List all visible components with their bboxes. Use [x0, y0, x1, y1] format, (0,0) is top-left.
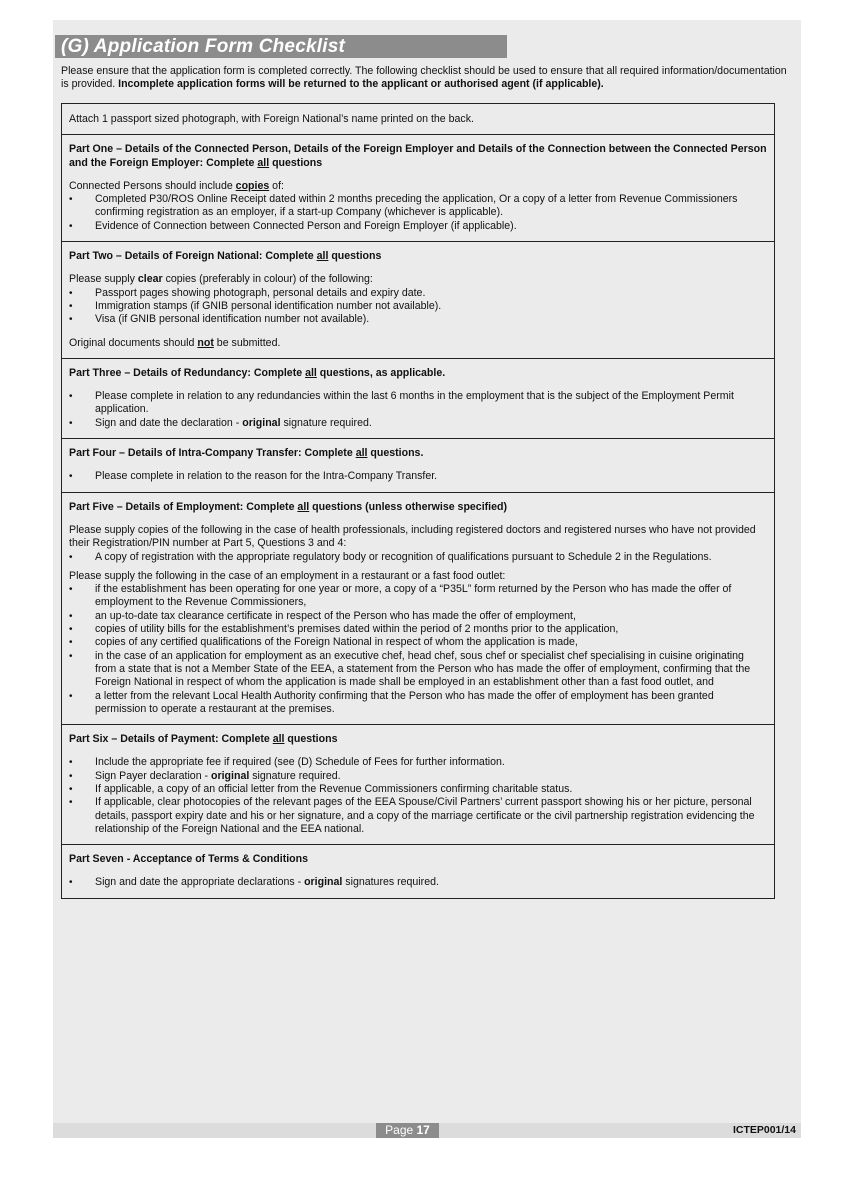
list-item: • Immigration stamps (if GNIB personal identification number not available).: [69, 300, 767, 313]
section-part-five: [62, 493, 774, 725]
part-three-heading-all: all: [305, 366, 317, 379]
page-number: [376, 1123, 439, 1138]
list-item: [69, 876, 767, 889]
document-code: ICTEP001/14: [732, 1124, 796, 1136]
part-one-heading-text: Part One – Details of the Connected Person, Details of the Foreign Employer and Details of the Connection between the Connected Person and the Foreign Employer: Complete: [69, 143, 767, 169]
section-photo: [62, 104, 774, 135]
list-item: • Evidence of Connection between Connected Person and Foreign Employer (if applicable).: [69, 220, 767, 233]
part-four-heading-end: questions.: [367, 447, 424, 460]
part-three-item-end: signature required.: [280, 416, 372, 429]
section-part-six: [62, 725, 774, 845]
list-item: • Please complete in relation to the reason for the Intra-Company Transfer.: [69, 470, 767, 483]
list-item: • if the establishment has been operating for one year or more, a copy of a “P35L” form returned by the Person who has made the offer of employment to the Revenue Commissioners,: [69, 583, 767, 610]
part-seven-list: [69, 876, 767, 889]
section-part-four: [62, 439, 774, 493]
list-item: • Include the appropriate fee if required (see (D) Schedule of Fees for further information.: [69, 756, 767, 769]
part-two-intro-end: copies (preferably in colour) of the following:: [162, 273, 373, 286]
part-three-heading: [69, 367, 767, 380]
part-two-note: [69, 337, 767, 350]
part-six-heading: [69, 733, 767, 746]
part-one-list: [69, 193, 767, 233]
part-two-intro-text: Please supply: [69, 273, 138, 286]
part-four-heading-all: all: [355, 447, 368, 460]
part-five-para-restaurant: Please supply the following in the case of an employment in a restaurant or a fast food outlet:: [69, 569, 506, 582]
part-six-heading-text: Part Six – Details of Payment: Complete: [69, 733, 273, 746]
part-four-heading-text: Part Four – Details of Intra-Company Transfer: Complete: [69, 447, 356, 460]
list-item: • copies of utility bills for the establishment’s premises dated within the period of 2 months prior to the application,: [69, 623, 767, 636]
checklist-box: [61, 103, 775, 899]
part-one-intro-text: Connected Persons should include: [69, 179, 236, 192]
part-six-item-text: Sign Payer declaration -: [95, 769, 212, 782]
part-four-heading: [69, 447, 767, 460]
part-one-heading-end: questions: [269, 156, 323, 169]
section-part-one: [62, 135, 774, 242]
list-item: • an up-to-date tax clearance certificate in respect of the Person who has made the offer of employment,: [69, 610, 767, 623]
list-item: • in the case of an application for employment as an executive chef, head chef, sous chef or specialist chef specialising in cuisine originating from a state that is not a Member State of the EEA, a statement from the Person who has made the offer of employment, confirming that the Foreign National in respect of whom the application is made shall be employed in an establishment other than a fast food outlet, and: [69, 650, 767, 690]
part-two-heading-all: all: [316, 250, 329, 263]
list-item: • If applicable, clear photocopies of the relevant pages of the EEA Spouse/Civil Partners’ current passport showing his or her picture, personal details, passport expiry date and his or her signature, and a copy of the marriage certificate or the civil partnership registration evidencing the relationship of the Foreign National and the EEA national.: [69, 796, 767, 836]
section-part-seven: [62, 845, 774, 898]
part-two-note-not: not: [197, 336, 214, 349]
part-two-note-text: Original documents should: [69, 336, 198, 349]
part-five-para-health: Please supply copies of the following in the case of health professionals, including registered doctors and registered nurses who have not provided their Registration/PIN number at Part 5, Questions 3 and 4:: [69, 523, 756, 550]
list-item: • A copy of registration with the appropriate regulatory body or recognition of qualifications pursuant to Schedule 2 in the Regulations.: [69, 551, 767, 564]
list-item: • Visa (if GNIB personal identification number not available).: [69, 313, 767, 326]
part-three-heading-end: questions, as applicable.: [316, 366, 446, 379]
part-one-intro-end: of:: [269, 179, 284, 192]
part-two-heading-text: Part Two – Details of Foreign National: Complete: [69, 250, 317, 263]
part-three-item-original: original: [242, 416, 281, 429]
part-three-heading-text: Part Three – Details of Redundancy: Complete: [69, 366, 306, 379]
intro-text: [61, 65, 796, 91]
part-six-item-end: signature required.: [249, 769, 341, 782]
list-item: • If applicable, a copy of an official letter from the Revenue Commissioners confirming charitable status.: [69, 783, 767, 796]
part-seven-item-original: original: [304, 876, 343, 889]
list-item: • copies of any certified qualifications of the Foreign National in respect of whom the application is made,: [69, 636, 767, 649]
part-five-heading-end: questions (unless otherwise specified): [309, 500, 507, 513]
part-seven-item-end: signatures required.: [342, 876, 439, 889]
part-three-item-text: Sign and date the declaration -: [95, 416, 243, 429]
part-one-intro: [69, 180, 767, 193]
part-two-heading: [69, 250, 767, 263]
part-seven-heading: Part Seven - Acceptance of Terms & Conditions: [69, 853, 309, 866]
part-six-item-original: original: [211, 769, 250, 782]
page-number-value: 17: [416, 1123, 430, 1137]
part-six-list: [69, 756, 767, 836]
part-five-list-health: [69, 551, 767, 564]
list-item: [69, 770, 767, 783]
intro-body: Please ensure that the application form is completed correctly. The following checklist should be used to ensure that all required information/documentation is provided.: [61, 65, 787, 90]
list-item: • Completed P30/ROS Online Receipt dated within 2 months preceding the application, Or a copy of a letter from Revenue Commissioners confirming registration as an employer, if a start-up Company (whichever is applicable).: [69, 193, 767, 220]
part-four-list: [69, 470, 767, 483]
part-two-note-end: be submitted.: [213, 336, 281, 349]
list-item: • a letter from the relevant Local Health Authority confirming that the Person who has made the offer of employment has been granted permission to operate a restaurant at the premises.: [69, 690, 767, 717]
part-two-heading-end: questions: [328, 250, 382, 263]
part-five-heading-text: Part Five – Details of Employment: Complete: [69, 500, 298, 513]
part-two-intro: [69, 273, 767, 286]
part-six-heading-all: all: [272, 733, 285, 746]
part-five-list-restaurant: [69, 583, 767, 716]
part-three-list: [69, 390, 767, 430]
part-five-heading: [69, 501, 767, 514]
intro-warning: Incomplete application forms will be returned to the applicant or authorised agent (if applicable).: [118, 78, 604, 90]
list-item: • Passport pages showing photograph, personal details and expiry date.: [69, 287, 767, 300]
part-seven-item-text: Sign and date the appropriate declarations -: [95, 876, 305, 889]
part-five-heading-all: all: [297, 500, 310, 513]
part-two-intro-clear: clear: [137, 273, 163, 286]
list-item: • Please complete in relation to any redundancies within the last 6 months in the employment that is the subject of the Employment Permit application.: [69, 390, 767, 417]
part-one-intro-copies: copies: [235, 179, 270, 192]
part-one-heading-all: all: [257, 156, 270, 169]
section-part-two: [62, 242, 774, 359]
part-six-heading-end: questions: [284, 733, 338, 746]
part-one-heading: [69, 143, 767, 170]
page-label: Page: [385, 1123, 417, 1137]
part-two-list: [69, 287, 767, 327]
list-item: [69, 417, 767, 430]
photo-instruction: Attach 1 passport sized photograph, with Foreign National’s name printed on the back.: [69, 113, 474, 125]
section-part-three: [62, 359, 774, 439]
page-title: (G) Application Form Checklist: [55, 35, 507, 58]
